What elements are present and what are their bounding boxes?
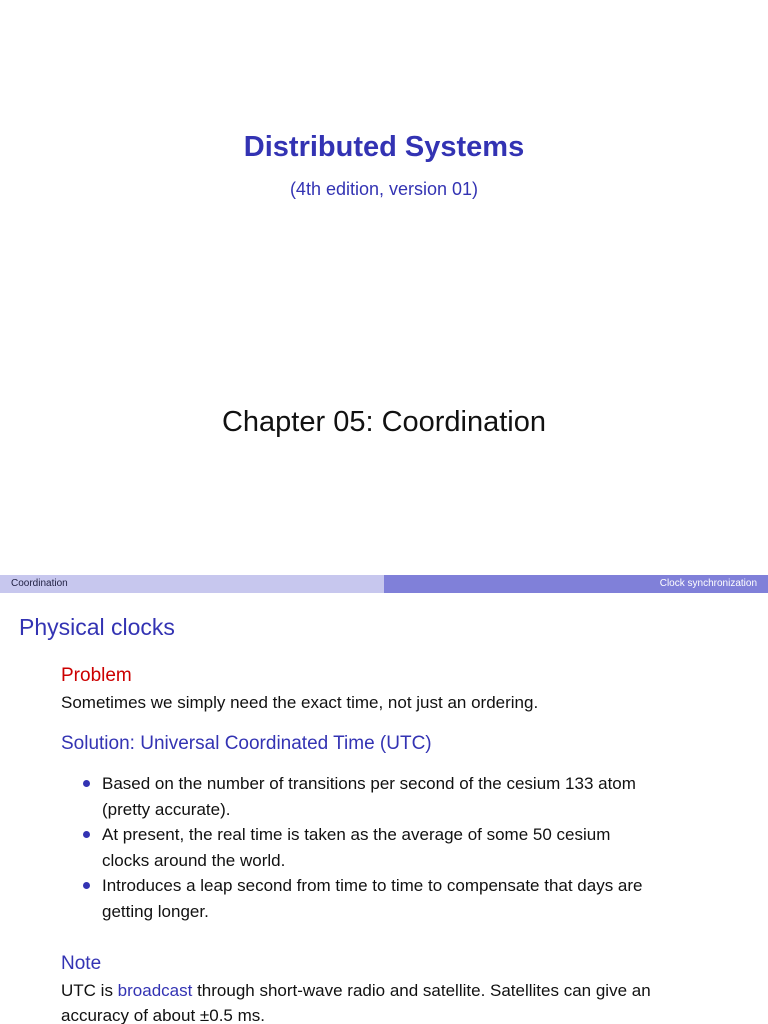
bullet-line: Introduces a leap second from time to time to compensate that days are [102,876,643,895]
header-section: Coordination [0,575,384,593]
bullet-item [79,873,739,924]
edition-subtitle: (4th edition, version 01) [289,179,479,199]
bullet-item [79,771,739,822]
note-text-line2: accuracy of about ±0.5 ms. [61,1006,265,1024]
note-text-end: through short-wave radio and satellite. Satellites can give an [192,981,651,1000]
broadcast-highlight: broadcast [117,981,193,1000]
slide-header-bar [0,575,768,593]
solution-heading: Solution: Universal Coordinated Time (UTC) [61,733,432,754]
bullet-item [79,822,739,873]
bullet-icon [83,831,90,838]
solution-bullet-list [79,771,739,924]
note-text [61,978,741,1024]
note-text-start: UTC is [61,981,118,1000]
book-title: Distributed Systems [243,131,525,163]
header-subsection: Clock synchronization [384,575,768,593]
bullet-icon [83,780,90,787]
bullet-icon [83,882,90,889]
problem-heading: Problem [61,665,132,686]
slide-title: Physical clocks [19,614,175,640]
problem-text: Sometimes we simply need the exact time, not just an ordering. [61,693,539,712]
bullet-line: clocks around the world. [102,850,286,870]
chapter-title: Chapter 05: Coordination [221,406,547,438]
bullet-line: Based on the number of transitions per second of the cesium 133 atom [102,774,636,793]
bullet-line: getting longer. [102,901,209,921]
note-heading: Note [61,953,102,974]
bullet-line: At present, the real time is taken as the average of some 50 cesium [102,825,611,844]
bullet-line: (pretty accurate). [102,799,231,819]
